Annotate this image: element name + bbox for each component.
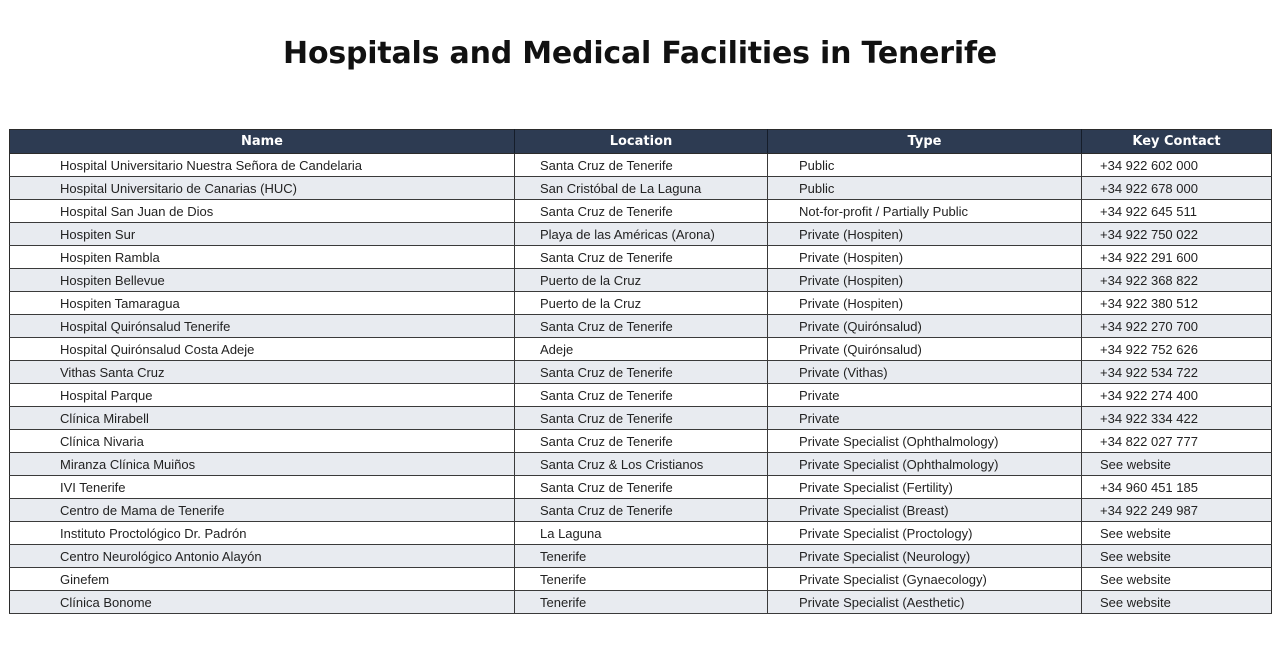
cell-key-contact: See website bbox=[1082, 545, 1272, 568]
cell-name: Miranza Clínica Muiños bbox=[10, 453, 515, 476]
table-row bbox=[10, 200, 1272, 223]
cell-key-contact: +34 922 678 000 bbox=[1082, 177, 1272, 200]
column-header-name: Name bbox=[10, 130, 515, 154]
cell-type: Public bbox=[768, 154, 1082, 177]
cell-type: Private Specialist (Ophthalmology) bbox=[768, 453, 1082, 476]
cell-location: Puerto de la Cruz bbox=[515, 292, 768, 315]
facilities-table bbox=[9, 129, 1272, 614]
cell-key-contact: See website bbox=[1082, 522, 1272, 545]
cell-type: Not-for-profit / Partially Public bbox=[768, 200, 1082, 223]
cell-location: Santa Cruz de Tenerife bbox=[515, 200, 768, 223]
cell-name: Hospital Quirónsalud Costa Adeje bbox=[10, 338, 515, 361]
table-row bbox=[10, 499, 1272, 522]
cell-key-contact: +34 922 334 422 bbox=[1082, 407, 1272, 430]
cell-name: Hospital Universitario Nuestra Señora de Candelaria bbox=[10, 154, 515, 177]
cell-key-contact: +34 922 645 511 bbox=[1082, 200, 1272, 223]
cell-location: Santa Cruz de Tenerife bbox=[515, 361, 768, 384]
table-row bbox=[10, 269, 1272, 292]
cell-name: Hospiten Bellevue bbox=[10, 269, 515, 292]
cell-type: Private bbox=[768, 407, 1082, 430]
cell-location: San Cristóbal de La Laguna bbox=[515, 177, 768, 200]
cell-name: Clínica Nivaria bbox=[10, 430, 515, 453]
cell-location: Santa Cruz de Tenerife bbox=[515, 384, 768, 407]
cell-key-contact: +34 922 752 626 bbox=[1082, 338, 1272, 361]
table-row bbox=[10, 545, 1272, 568]
cell-type: Private (Quirónsalud) bbox=[768, 315, 1082, 338]
cell-key-contact: See website bbox=[1082, 568, 1272, 591]
cell-location: Tenerife bbox=[515, 545, 768, 568]
table-row bbox=[10, 361, 1272, 384]
cell-type: Private (Hospiten) bbox=[768, 292, 1082, 315]
cell-key-contact: See website bbox=[1082, 453, 1272, 476]
table-row bbox=[10, 246, 1272, 269]
cell-location: Adeje bbox=[515, 338, 768, 361]
cell-name: Centro Neurológico Antonio Alayón bbox=[10, 545, 515, 568]
cell-location: Santa Cruz de Tenerife bbox=[515, 246, 768, 269]
cell-type: Private Specialist (Gynaecology) bbox=[768, 568, 1082, 591]
cell-type: Private Specialist (Neurology) bbox=[768, 545, 1082, 568]
cell-location: Santa Cruz de Tenerife bbox=[515, 407, 768, 430]
table-row bbox=[10, 453, 1272, 476]
cell-key-contact: +34 922 750 022 bbox=[1082, 223, 1272, 246]
column-header-type: Type bbox=[768, 130, 1082, 154]
table-row bbox=[10, 315, 1272, 338]
cell-location: Playa de las Américas (Arona) bbox=[515, 223, 768, 246]
cell-type: Private Specialist (Proctology) bbox=[768, 522, 1082, 545]
cell-type: Private (Quirónsalud) bbox=[768, 338, 1082, 361]
cell-name: Ginefem bbox=[10, 568, 515, 591]
cell-name: Clínica Bonome bbox=[10, 591, 515, 614]
column-header-key-contact: Key Contact bbox=[1082, 130, 1272, 154]
table-row bbox=[10, 476, 1272, 499]
cell-key-contact: +34 922 380 512 bbox=[1082, 292, 1272, 315]
table-row bbox=[10, 384, 1272, 407]
cell-type: Private (Vithas) bbox=[768, 361, 1082, 384]
cell-name: Centro de Mama de Tenerife bbox=[10, 499, 515, 522]
cell-type: Private bbox=[768, 384, 1082, 407]
cell-type: Private (Hospiten) bbox=[768, 223, 1082, 246]
cell-location: Santa Cruz de Tenerife bbox=[515, 499, 768, 522]
cell-name: Hospiten Rambla bbox=[10, 246, 515, 269]
cell-name: Clínica Mirabell bbox=[10, 407, 515, 430]
cell-key-contact: +34 822 027 777 bbox=[1082, 430, 1272, 453]
table-row bbox=[10, 292, 1272, 315]
cell-location: Santa Cruz & Los Cristianos bbox=[515, 453, 768, 476]
cell-key-contact: +34 922 602 000 bbox=[1082, 154, 1272, 177]
column-header-location: Location bbox=[515, 130, 768, 154]
table-row bbox=[10, 591, 1272, 614]
cell-location: Puerto de la Cruz bbox=[515, 269, 768, 292]
cell-name: Hospital Parque bbox=[10, 384, 515, 407]
table-body bbox=[10, 154, 1272, 614]
cell-name: Hospiten Sur bbox=[10, 223, 515, 246]
cell-name: Vithas Santa Cruz bbox=[10, 361, 515, 384]
cell-type: Private Specialist (Ophthalmology) bbox=[768, 430, 1082, 453]
table-row bbox=[10, 177, 1272, 200]
table-row bbox=[10, 154, 1272, 177]
cell-name: IVI Tenerife bbox=[10, 476, 515, 499]
cell-key-contact: +34 922 274 400 bbox=[1082, 384, 1272, 407]
table-row bbox=[10, 568, 1272, 591]
cell-location: Santa Cruz de Tenerife bbox=[515, 315, 768, 338]
table-row bbox=[10, 430, 1272, 453]
cell-name: Hospital Universitario de Canarias (HUC) bbox=[10, 177, 515, 200]
table-row bbox=[10, 407, 1272, 430]
cell-name: Instituto Proctológico Dr. Padrón bbox=[10, 522, 515, 545]
table-row bbox=[10, 522, 1272, 545]
cell-key-contact: +34 960 451 185 bbox=[1082, 476, 1272, 499]
cell-type: Private Specialist (Fertility) bbox=[768, 476, 1082, 499]
cell-name: Hospiten Tamaragua bbox=[10, 292, 515, 315]
page-title: Hospitals and Medical Facilities in Tenerife bbox=[283, 36, 997, 71]
cell-location: Santa Cruz de Tenerife bbox=[515, 476, 768, 499]
cell-location: La Laguna bbox=[515, 522, 768, 545]
cell-location: Santa Cruz de Tenerife bbox=[515, 430, 768, 453]
cell-type: Private Specialist (Aesthetic) bbox=[768, 591, 1082, 614]
cell-type: Private (Hospiten) bbox=[768, 269, 1082, 292]
table-header bbox=[10, 130, 1272, 154]
cell-type: Private Specialist (Breast) bbox=[768, 499, 1082, 522]
cell-type: Private (Hospiten) bbox=[768, 246, 1082, 269]
cell-name: Hospital Quirónsalud Tenerife bbox=[10, 315, 515, 338]
cell-location: Santa Cruz de Tenerife bbox=[515, 154, 768, 177]
cell-key-contact: +34 922 291 600 bbox=[1082, 246, 1272, 269]
table-row bbox=[10, 223, 1272, 246]
cell-key-contact: See website bbox=[1082, 591, 1272, 614]
cell-key-contact: +34 922 534 722 bbox=[1082, 361, 1272, 384]
cell-type: Public bbox=[768, 177, 1082, 200]
table-row bbox=[10, 338, 1272, 361]
cell-name: Hospital San Juan de Dios bbox=[10, 200, 515, 223]
cell-key-contact: +34 922 270 700 bbox=[1082, 315, 1272, 338]
cell-key-contact: +34 922 249 987 bbox=[1082, 499, 1272, 522]
cell-location: Tenerife bbox=[515, 591, 768, 614]
header-row bbox=[10, 130, 1272, 154]
cell-location: Tenerife bbox=[515, 568, 768, 591]
cell-key-contact: +34 922 368 822 bbox=[1082, 269, 1272, 292]
